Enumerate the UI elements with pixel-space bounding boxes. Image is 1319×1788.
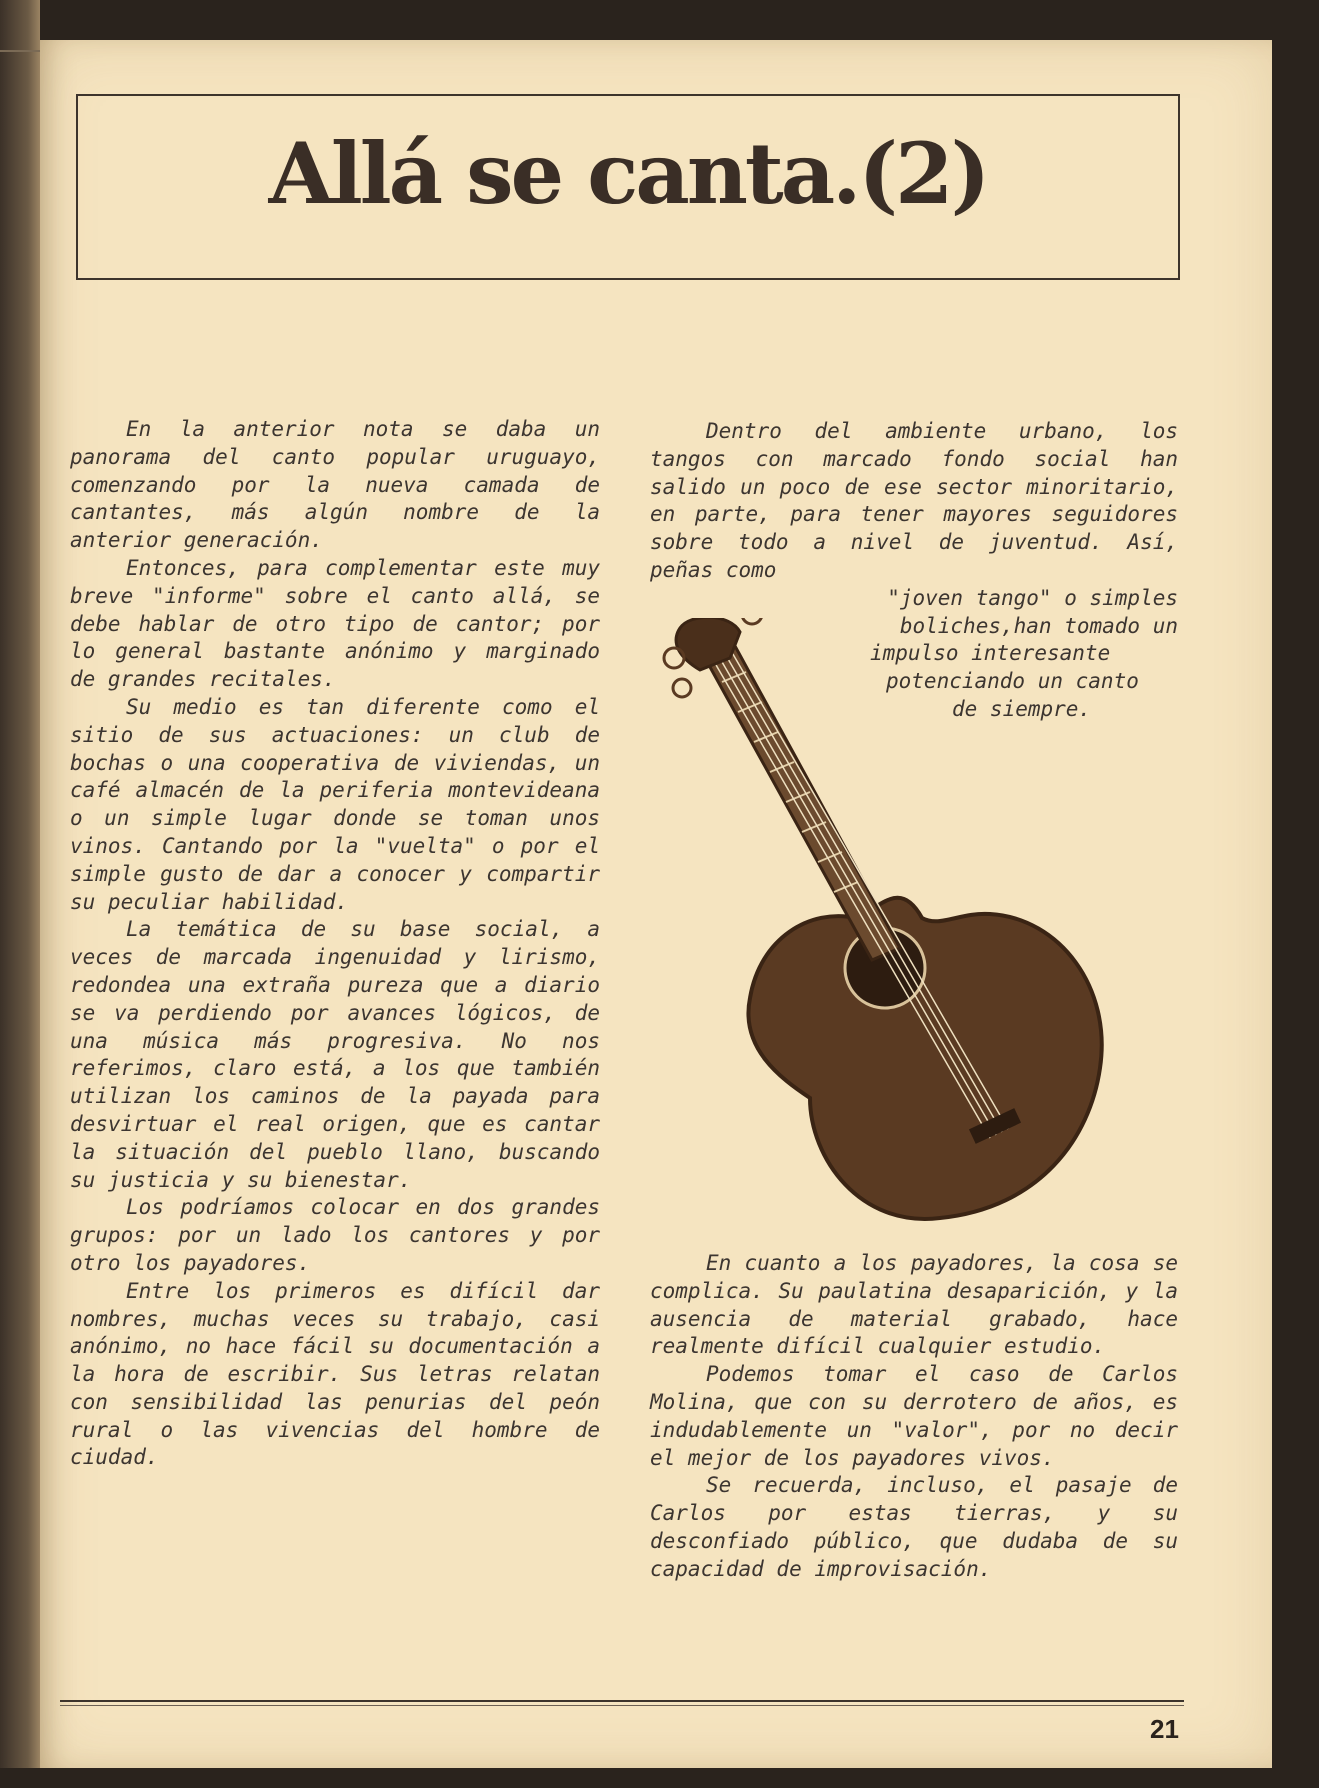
- wrap-line: "joven tango" o simples: [887, 585, 1178, 610]
- paragraph: Dentro del ambiente urbano, los tangos con marcado fondo social han salido un poco de ese sector minoritario, en parte, para tener mayores seguidores sobre todo a nivel de juventud. Así, peñas como: [650, 419, 1178, 582]
- paragraph: Se recuerda, incluso, el pasaje de Carlos por estas tierras, y su desconfiado público, que dudaba de su capacidad de improvisación.: [650, 1473, 1178, 1581]
- page-number: 21: [1150, 1714, 1179, 1744]
- paragraph: La temática de su base social, a veces de marcada ingenuidad y lirismo, redondea una extraña pureza que a diario se va perdiendo por avances lógicos, de una música más progresiva. No nos referimos, claro está, a los que también utilizan los caminos de la payada para desvirtuar el real origen, que es cantar la situación del pueblo llano, buscando su justicia y su bienestar.: [70, 917, 600, 1192]
- paragraph: En cuanto a los payadores, la cosa se complica. Su paulatina desaparición, y la ausencia de material grabado, hace realmente difícil cualquier estudio.: [650, 1251, 1178, 1359]
- book-spine: [0, 0, 40, 1788]
- guitar-icon: [664, 618, 1102, 1219]
- paragraph: Entonces, para complementar este muy breve "informe" sobre el canto allá, se debe hablar de otro tipo de cantor; por lo general bastante anónimo y marginado de grandes recitales.: [70, 555, 600, 692]
- wrap-line: boliches,han tomado un: [899, 613, 1178, 638]
- footer-rule-thin: [60, 1705, 1184, 1706]
- footer-rule: [60, 1700, 1184, 1702]
- right-column-bottom: [650, 1250, 1178, 1584]
- wrap-line: potenciando un canto: [886, 669, 1139, 694]
- paragraph: En la anterior nota se daba un panorama del canto popular uruguayo, comenzando por la nueva camada de cantantes, más algún nombre de la anterior generación.: [70, 417, 600, 553]
- paragraph: Podemos tomar el caso de Carlos Molina, que con su derrotero de años, es indudablemente un "valor", por no decir el mejor de los payadores vivos.: [650, 1362, 1178, 1470]
- paragraph: Su medio es tan diferente como el sitio de sus actuaciones: un club de bochas o una cooperativa de viviendas, un café almacén de la periferia montevideana o un simple lugar donde se toman unos vinos. Cantando por la "vuelta" o por el simple gusto de dar a conocer y compartir su peculiar habilidad.: [70, 694, 600, 914]
- background-edge: [1272, 0, 1319, 1788]
- paragraph: Los podríamos colocar en dos grandes grupos: por un lado los cantores y por otro los payadores.: [70, 1195, 600, 1275]
- background-edge-bottom: [0, 1768, 1319, 1788]
- paragraph: Entre los primeros es difícil dar nombres, muchas veces su trabajo, casi anónimo, no hace fácil su documentación a la hora de escribir. Sus letras relatan con sensibilidad las penurias del peón rural o las vivencias del hombre de ciudad.: [70, 1278, 600, 1470]
- guitar-illustration: [660, 618, 1220, 1238]
- left-column: [70, 416, 600, 1472]
- wrap-line: impulso interesante: [870, 641, 1111, 666]
- title-box: [76, 94, 1180, 280]
- wrap-line: de siempre.: [952, 696, 1092, 721]
- article-title: Allá se canta.(2): [268, 124, 988, 223]
